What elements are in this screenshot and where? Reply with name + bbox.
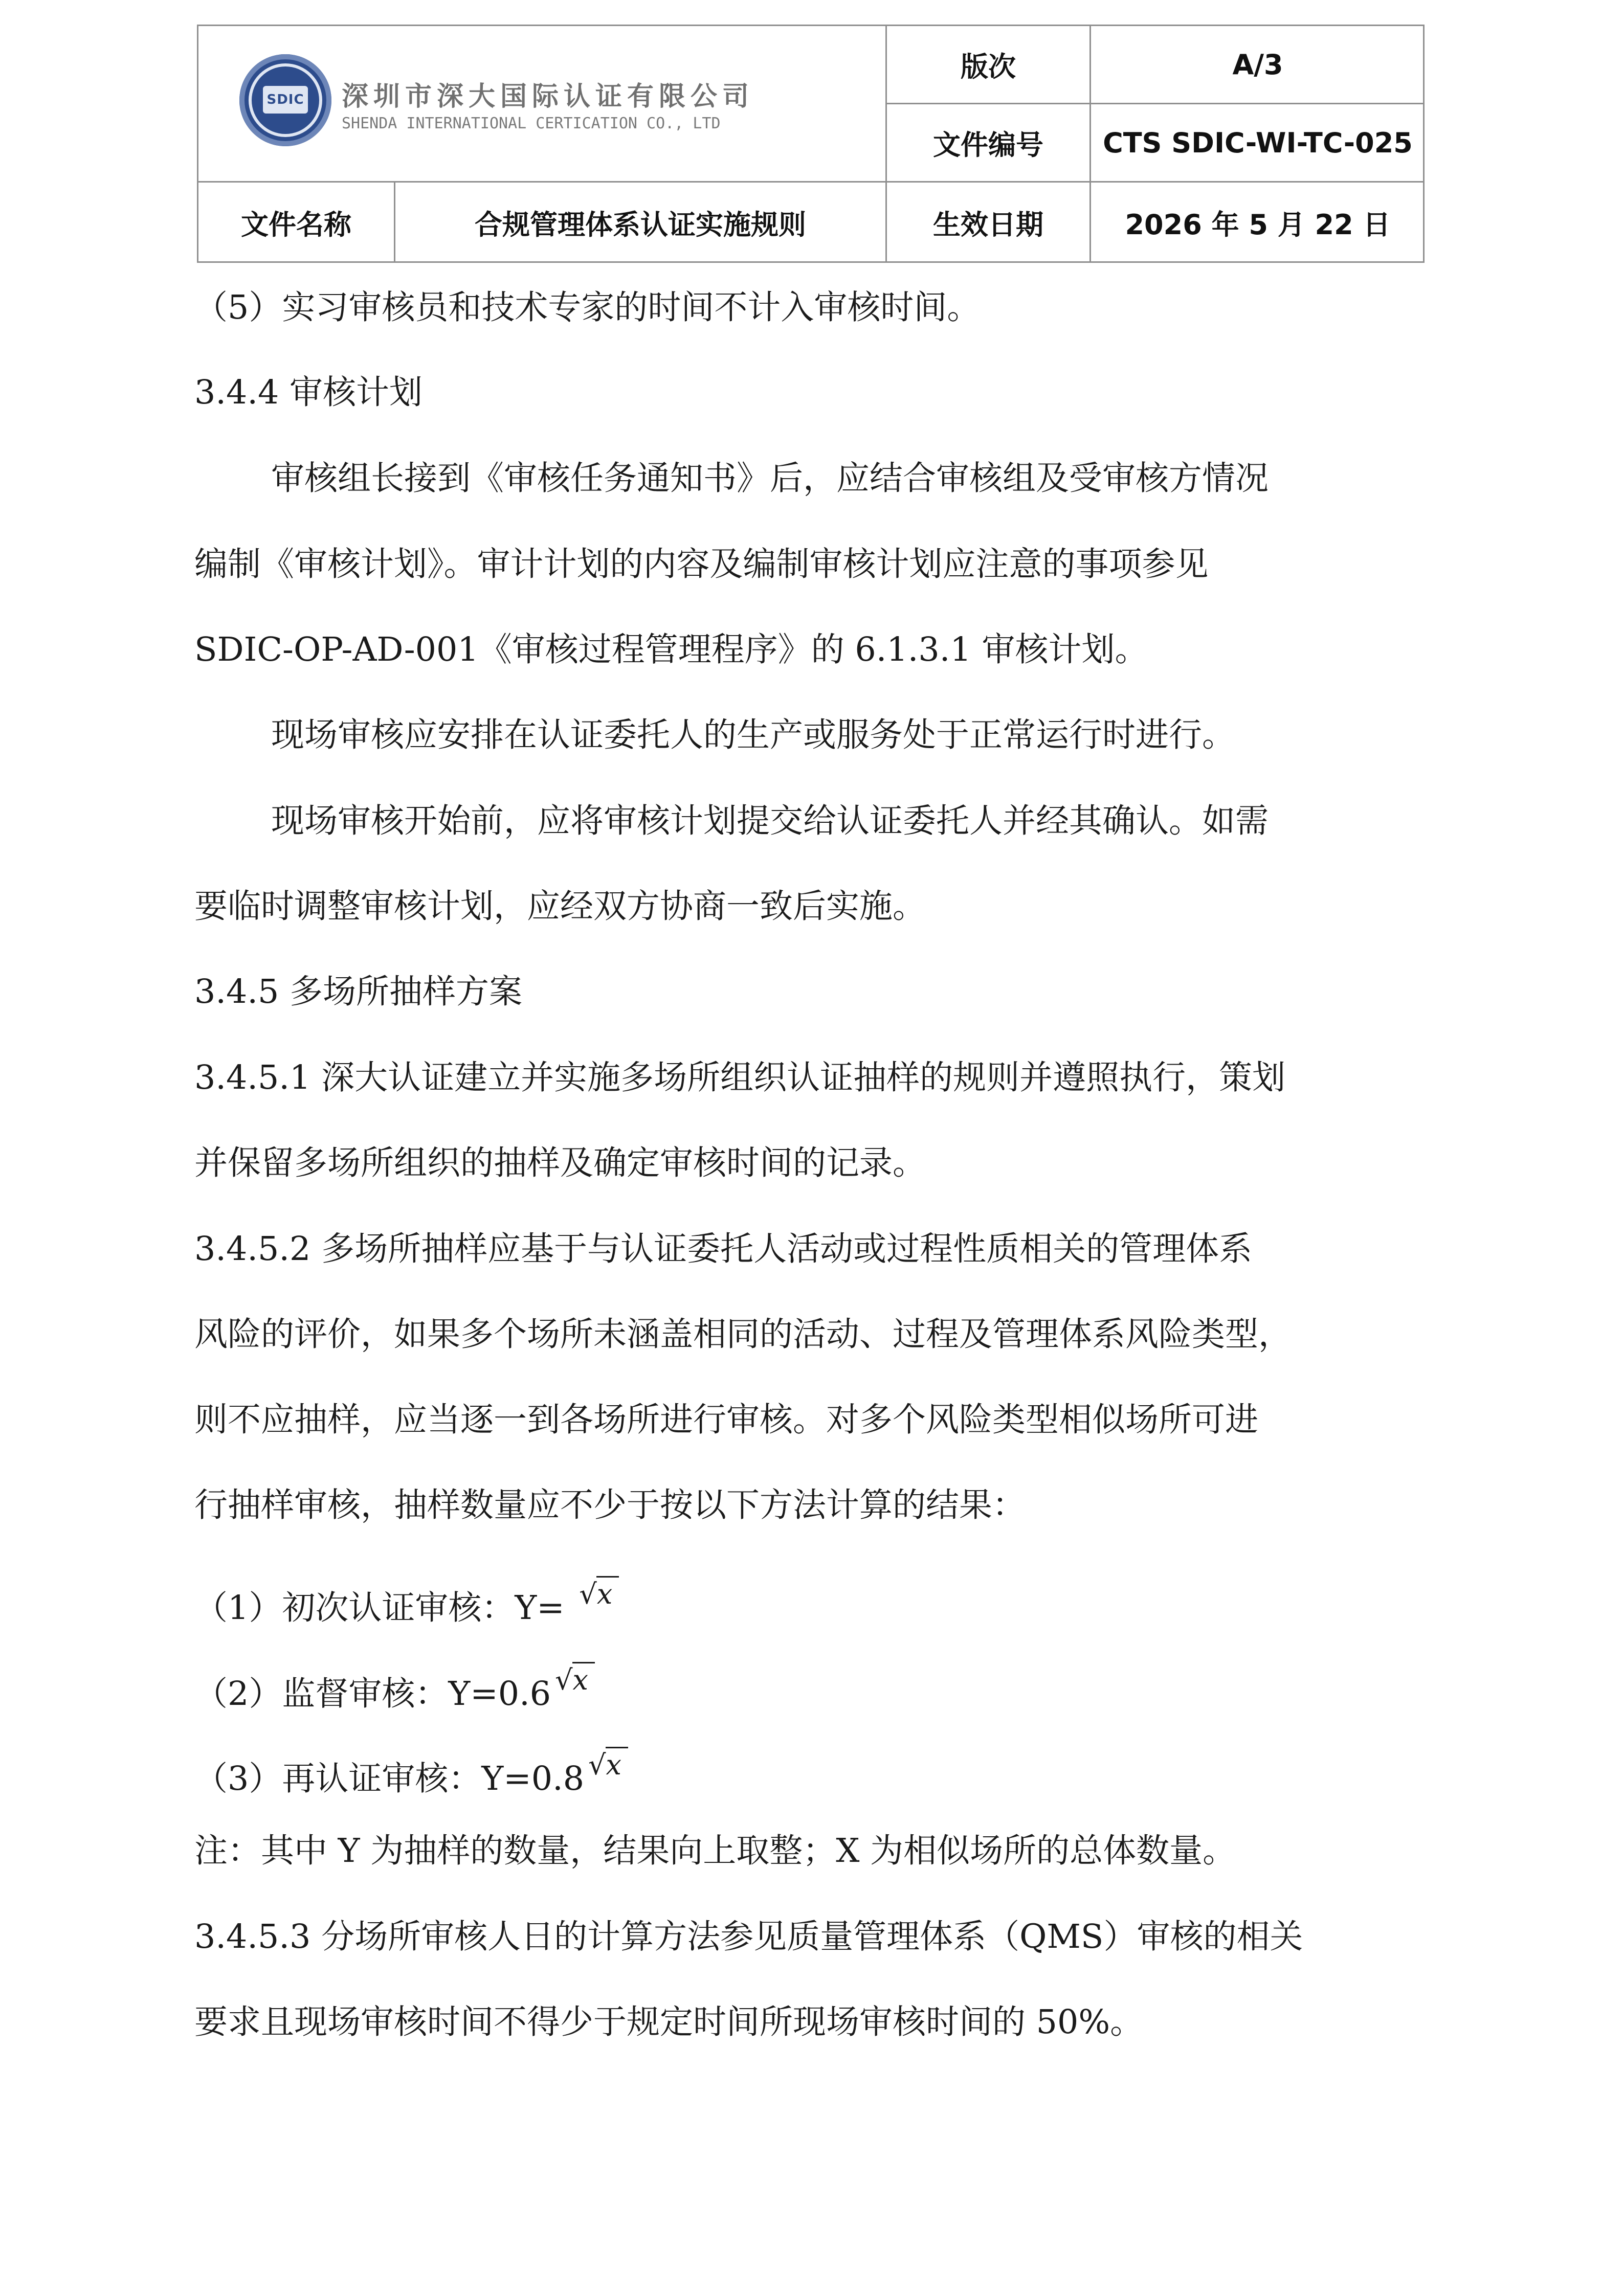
formula-line: [194, 1660, 588, 1715]
paragraph-line: 现场审核应安排在认证委托人的生产或服务处于正常运行时进行。: [271, 716, 1236, 754]
paragraph-line: 3.4.5.2 多场所抽样应基于与认证委托人活动或过程性质相关的管理体系: [194, 1230, 1253, 1268]
paragraph-line: 3.4.5.3 分场所审核人日的计算方法参见质量管理体系（QMS）审核的相关: [194, 1918, 1303, 1956]
paragraph-line: 3.4.5.1 深大认证建立并实施多场所组织认证抽样的规则并遵照执行，策划: [194, 1059, 1286, 1097]
sdic-logo-icon: [239, 54, 331, 146]
sqrt-x: √ x: [579, 1574, 612, 1615]
formula-line: [194, 1745, 621, 1799]
version-value: A/3: [1232, 48, 1283, 81]
company-logo: [239, 54, 754, 177]
formula-variable: x: [606, 1749, 621, 1781]
version-label: 版次: [961, 50, 1016, 83]
effective-date-label: 生效日期: [933, 209, 1043, 241]
paragraph-line: 要求且现场审核时间不得少于规定时间所现场审核时间的 50%。: [194, 2003, 1144, 2041]
docname-value: 合规管理体系认证实施规则: [475, 209, 806, 241]
paragraph-line: （5）实习审核员和技术专家的时间不计入审核时间。: [194, 288, 981, 327]
formula-variable: x: [596, 1578, 613, 1610]
paragraph-line: 则不应抽样，应当逐一到各场所进行审核。对多个风险类型相似场所可进: [194, 1401, 1259, 1439]
formula-label: （2）监督审核：Y=0.6: [194, 1675, 551, 1713]
note-line: 注：其中 Y 为抽样的数量，结果向上取整；X 为相似场所的总体数量。: [194, 1832, 1236, 1870]
company-name-en: SHENDA INTERNATIONAL CERTICATION CO., LTD: [342, 115, 721, 132]
docname-label: 文件名称: [241, 209, 351, 241]
document-header-table: [197, 25, 1425, 263]
section-heading: 3.4.5 多场所抽样方案: [194, 973, 523, 1011]
paragraph-line: 并保留多场所组织的抽样及确定审核时间的记录。: [194, 1144, 926, 1182]
docno-value: CTS SDIC-WI-TC-025: [1103, 126, 1413, 159]
logo-text: SDIC: [263, 86, 308, 114]
sqrt-x: √ x: [555, 1660, 588, 1701]
paragraph-line: 风险的评价，如果多个场所未涵盖相同的活动、过程及管理体系风险类型，: [194, 1315, 1292, 1354]
formula-label: （1）初次认证审核：Y=: [194, 1589, 575, 1627]
paragraph-line: 审核组长接到《审核任务通知书》后，应结合审核组及受审核方情况: [271, 459, 1269, 498]
paragraph-line: SDIC-OP-AD-001《审核过程管理程序》的 6.1.3.1 审核计划。: [194, 631, 1148, 669]
paragraph-line: 行抽样审核，抽样数量应不少于按以下方法计算的结果：: [194, 1486, 1026, 1524]
effective-date-value: 2026 年 5 月 22 日: [1125, 209, 1391, 241]
company-name-cn: 深圳市深大国际认证有限公司: [342, 81, 754, 112]
paragraph-line: 要临时调整审核计划，应经双方协商一致后实施。: [194, 887, 926, 926]
paragraph-line: 编制《审核计划》。审计计划的内容及编制审核计划应注意的事项参见: [194, 545, 1209, 583]
docno-label: 文件编号: [933, 128, 1043, 161]
formula-variable: x: [572, 1664, 588, 1696]
sqrt-x: √ x: [588, 1745, 621, 1786]
formula-line: [194, 1574, 612, 1629]
paragraph-line: 现场审核开始前，应将审核计划提交给认证委托人并经其确认。如需: [271, 802, 1269, 840]
section-heading: 3.4.4 审核计划: [194, 373, 423, 412]
formula-label: （3）再认证审核：Y=0.8: [194, 1760, 585, 1798]
